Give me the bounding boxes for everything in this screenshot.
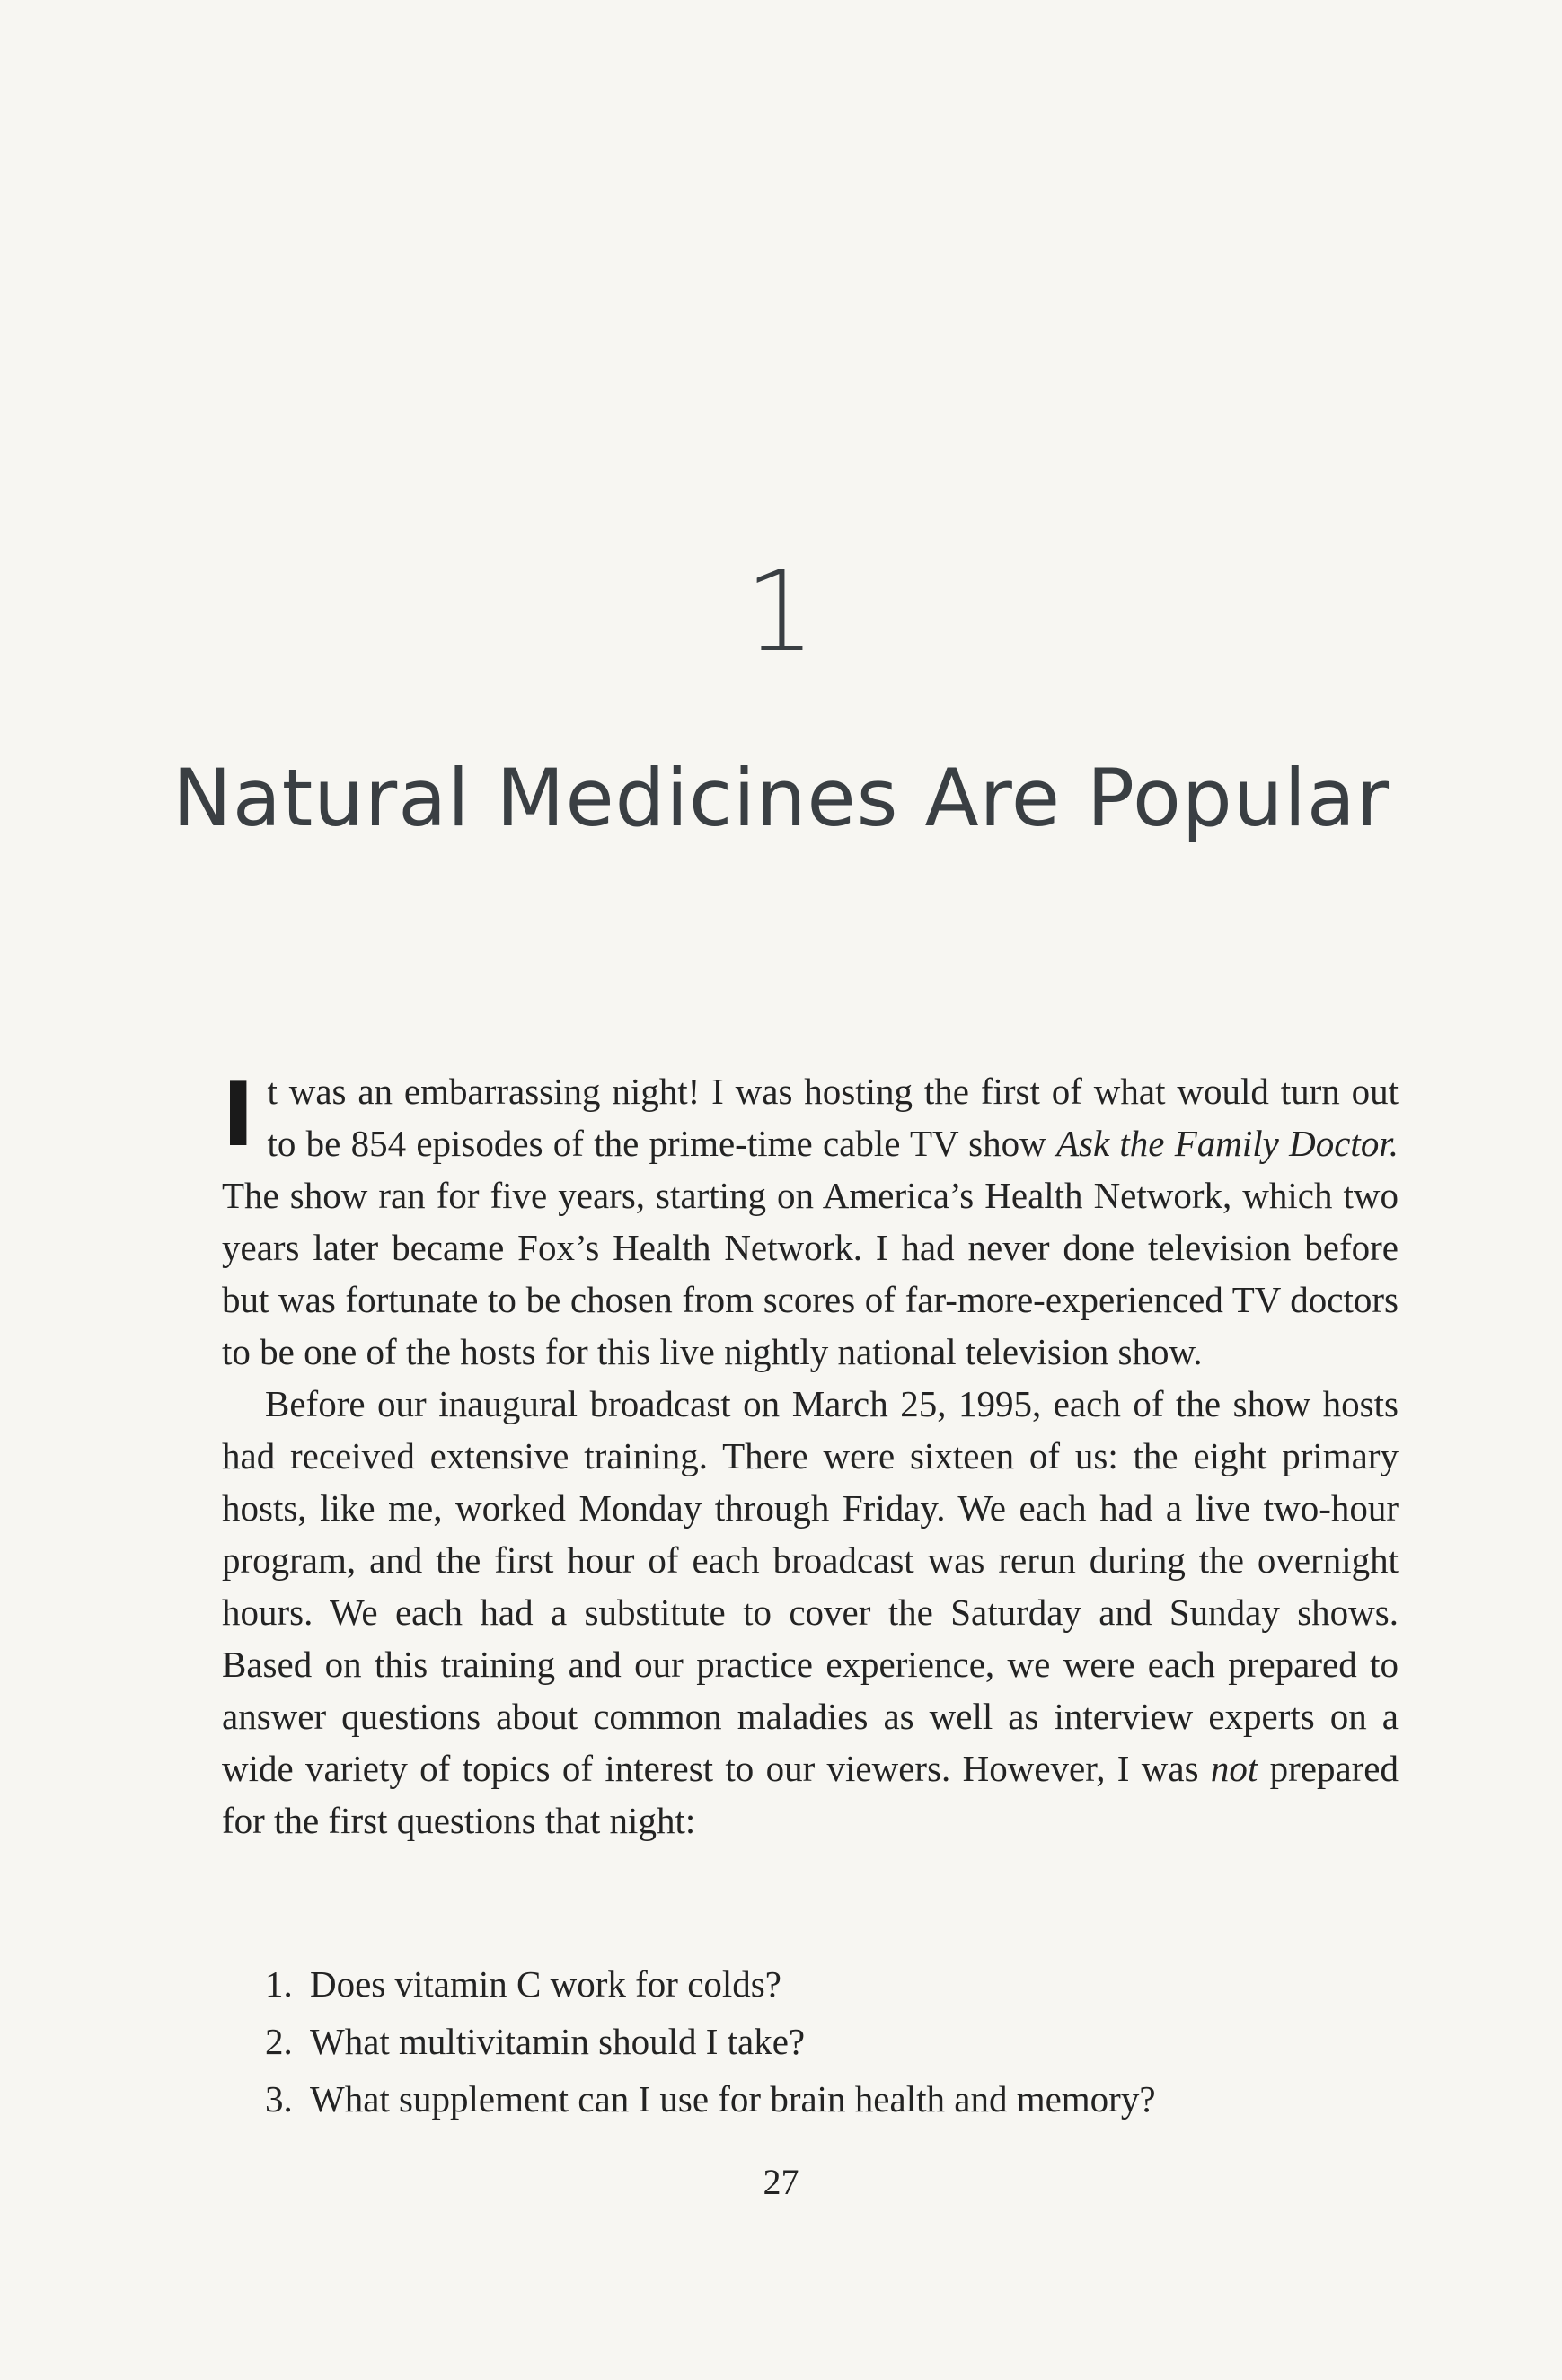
- paragraph-2-text-b: prepared for the first questions that night:: [222, 1748, 1399, 1841]
- emphasis-not: not: [1210, 1748, 1258, 1789]
- list-item-number: 2.: [265, 2021, 293, 2062]
- list-item-text: What supplement can I use for brain health and memory?: [310, 2078, 1156, 2120]
- body-text: [222, 1065, 1399, 1847]
- chapter-number: 1: [745, 548, 817, 677]
- paragraph-2-text-a: Before our inaugural broadcast on March 25, 1995, each of the show hosts had received extensive training. There were sixteen of us: the eight primary hosts, like me, worked Monday through Friday. We each had a live two-hour program, and the first hour of each broadcast was rerun during the overnight hours. We each had a substitute to cover the Saturday and Sunday shows. Based on this training and our practice experience, we were each prepared to answer questions about common maladies as well as interview experts on a wide variety of topics of interest to our viewers. However, I was: [222, 1383, 1399, 1789]
- list-item: [265, 1955, 1156, 2013]
- paragraph-1-text-a: t was an embarrassing night! I was hosting the first of what would turn out to be 854 episodes of the prime-time cable TV show: [267, 1071, 1399, 1164]
- show-title: Ask the Family Doctor.: [1055, 1123, 1399, 1164]
- list-item: [265, 2013, 1156, 2070]
- list-item-text: Does vitamin C work for colds?: [310, 1963, 781, 2005]
- list-item-number: 1.: [265, 1963, 293, 2005]
- list-item-number: 3.: [265, 2078, 293, 2120]
- drop-cap: I: [222, 1064, 255, 1167]
- chapter-title: Natural Medicines Are Popular: [172, 752, 1390, 844]
- list-item-text: What multivitamin should I take?: [310, 2021, 806, 2062]
- question-list: [265, 1955, 1156, 2128]
- paragraph-1: [222, 1065, 1399, 1378]
- list-item: [265, 2070, 1156, 2128]
- paragraph-2: [222, 1378, 1399, 1847]
- page-number: 27: [763, 2162, 799, 2202]
- paragraph-1-text-b: The show ran for five years, starting on America’s Health Network, which two years later became Fox’s Health Network. I had never done television before but was fortunate to be chosen from scores of far-more-experienced TV doctors to be one of the hosts for this live nightly national television show.: [222, 1175, 1399, 1372]
